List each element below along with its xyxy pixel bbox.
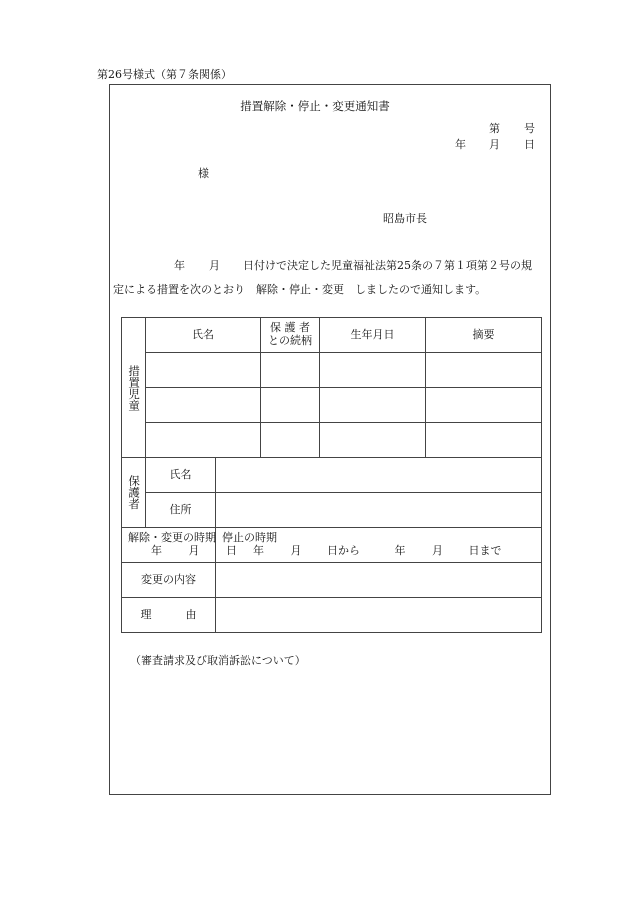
child-remarks-field[interactable]: [426, 388, 542, 423]
child-relation-field[interactable]: [261, 388, 320, 423]
suspend-to-year: 年: [394, 544, 406, 557]
reason-label-1: 理: [140, 607, 152, 621]
body-line2: 定による措置を次のとおり 解除・停止・変更 しましたので通知します。: [113, 283, 487, 296]
header-name: 氏名: [146, 318, 261, 353]
guardian-address-label: 住所: [146, 493, 216, 528]
child-row-1: [122, 353, 542, 388]
suspend-cell: [216, 528, 542, 563]
guardian-name-label: 氏名: [146, 458, 216, 493]
child-birthdate-field[interactable]: [320, 423, 426, 458]
child-relation-field[interactable]: [261, 353, 320, 388]
issue-date-day: 日: [524, 138, 535, 151]
suspend-to-month: 月: [432, 544, 443, 557]
suspend-from-month: 月: [290, 544, 302, 557]
footer-note: （審査請求及び取消訴訟について）: [130, 654, 306, 667]
header-relation-line1: 保 護 者: [270, 321, 310, 335]
document-title: 措置解除・停止・変更通知書: [240, 99, 390, 113]
release-year: 年: [151, 544, 162, 557]
ref-number-dai: 第: [489, 122, 500, 135]
release-change-date: [128, 544, 237, 558]
child-name-field[interactable]: [146, 353, 261, 388]
suspend-from-day: 日から: [327, 544, 360, 557]
body-line1: 日付けで決定した児童福祉法第25条の７第１項第２号の規: [243, 259, 532, 272]
issue-date-year: 年: [455, 138, 466, 151]
change-content-label: 変更の内容: [122, 563, 216, 598]
reason-label-2: 由: [185, 607, 197, 621]
measure-table: [121, 317, 542, 633]
issuer: 昭島市長: [383, 212, 427, 225]
header-relation-line2: との続柄: [268, 334, 312, 347]
body-month: 月: [209, 259, 220, 272]
child-section-label: 措置児童: [122, 318, 146, 458]
body-year: 年: [174, 259, 185, 272]
child-row-3: [122, 423, 542, 458]
reason-field[interactable]: [216, 598, 542, 633]
guardian-address-field[interactable]: [216, 493, 542, 528]
child-name-field[interactable]: [146, 423, 261, 458]
release-change-label: 解除・変更の時期: [128, 531, 216, 545]
release-change-cell: [122, 528, 237, 563]
child-remarks-field[interactable]: [426, 353, 542, 388]
header-remarks: 摘要: [426, 318, 542, 353]
suspend-to-day: 日まで: [468, 544, 502, 557]
suspend-from-year: 年: [253, 544, 264, 557]
guardian-section-label: 保護者: [122, 458, 146, 528]
change-content-field[interactable]: [216, 563, 542, 598]
child-row-2: [122, 388, 542, 423]
issue-date-month: 月: [489, 138, 500, 151]
child-birthdate-field[interactable]: [320, 353, 426, 388]
ref-number-go: 号: [524, 122, 535, 135]
header-relation: [261, 318, 320, 353]
form-label: 第26号様式（第７条関係）: [97, 68, 232, 81]
child-relation-field[interactable]: [261, 423, 320, 458]
suspend-period: [222, 545, 541, 558]
release-day: 日: [226, 544, 237, 557]
header-birthdate: 生年月日: [320, 318, 426, 353]
child-remarks-field[interactable]: [426, 423, 542, 458]
reason-label: [122, 598, 216, 633]
child-name-field[interactable]: [146, 388, 261, 423]
child-birthdate-field[interactable]: [320, 388, 426, 423]
guardian-name-field[interactable]: [216, 458, 542, 493]
addressee-suffix: 様: [198, 167, 209, 180]
suspend-label: 停止の時期: [222, 531, 277, 545]
release-month: 月: [188, 544, 200, 557]
